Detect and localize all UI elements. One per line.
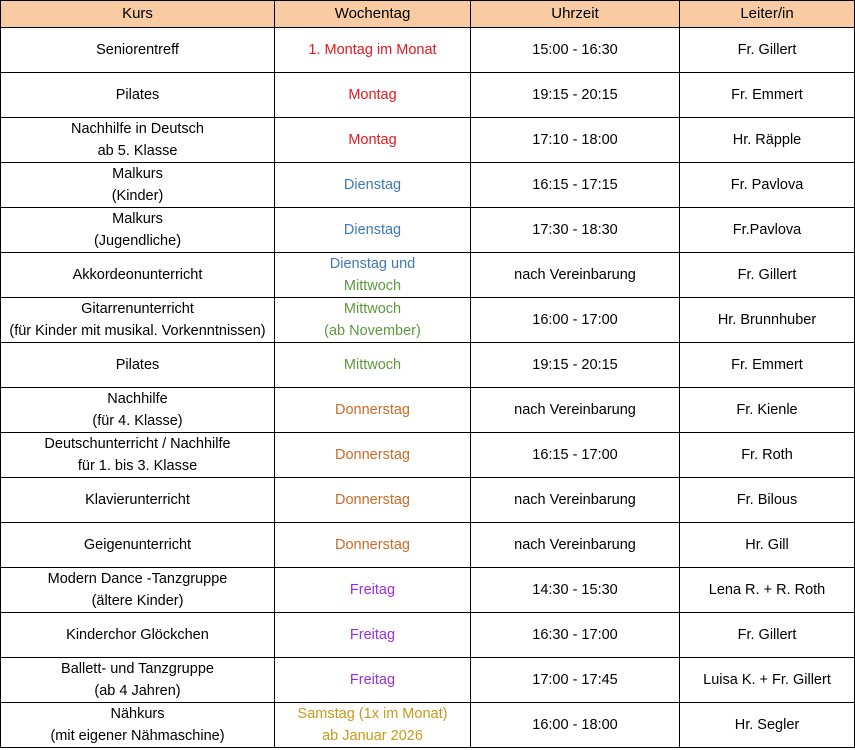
kurs-line: Malkurs (112, 211, 163, 227)
cell-leiter: Hr. Brunnhuber (680, 298, 855, 343)
kurs-line: Malkurs (112, 166, 163, 182)
kurs-line: Pilates (115, 357, 160, 373)
table-row (1, 253, 855, 298)
cell-kurs (1, 73, 275, 118)
kurs-line: (ab 4 Jahren) (94, 683, 181, 699)
table-row (1, 73, 855, 118)
wochentag-line: Dienstag (343, 177, 402, 193)
cell-uhrzeit: 19:15 - 20:15 (471, 343, 680, 388)
cell-leiter: Fr. Kienle (680, 388, 855, 433)
cell-kurs (1, 658, 275, 703)
cell-wochentag (275, 208, 471, 253)
kurs-line: für 1. bis 3. Klasse (77, 458, 198, 474)
cell-wochentag (275, 433, 471, 478)
table-row (1, 478, 855, 523)
wochentag-line: ab Januar 2026 (322, 728, 423, 744)
kurs-line: Nähkurs (110, 706, 165, 722)
table-row (1, 613, 855, 658)
wochentag-line: Donnerstag (335, 402, 410, 418)
kurs-line: Seniorentreff (96, 42, 179, 58)
cell-wochentag (275, 523, 471, 568)
wochentag-line: 1. Montag im Monat (308, 42, 437, 58)
kurs-line: (Jugendliche) (93, 233, 182, 249)
header-leiter: Leiter/in (680, 1, 855, 28)
cell-uhrzeit: 17:30 - 18:30 (471, 208, 680, 253)
cell-uhrzeit: nach Vereinbarung (471, 523, 680, 568)
wochentag-line: Donnerstag (335, 492, 410, 508)
cell-kurs (1, 703, 275, 748)
table-row (1, 298, 855, 343)
table-row (1, 208, 855, 253)
cell-kurs (1, 208, 275, 253)
cell-leiter: Fr. Roth (680, 433, 855, 478)
cell-kurs (1, 343, 275, 388)
cell-kurs (1, 568, 275, 613)
header-row (1, 1, 855, 28)
cell-wochentag (275, 568, 471, 613)
kurs-line: Geigenunterricht (83, 537, 192, 553)
cell-leiter: Lena R. + R. Roth (680, 568, 855, 613)
table-row (1, 118, 855, 163)
cell-uhrzeit: 15:00 - 16:30 (471, 28, 680, 73)
cell-leiter: Fr. Emmert (680, 73, 855, 118)
cell-uhrzeit: nach Vereinbarung (471, 478, 680, 523)
cell-wochentag (275, 73, 471, 118)
kurs-line: (ältere Kinder) (91, 593, 184, 609)
wochentag-line: Montag (348, 132, 397, 148)
cell-kurs (1, 163, 275, 208)
kurs-line: (für 4. Klasse) (92, 413, 183, 429)
cell-wochentag (275, 118, 471, 163)
wochentag-line: Montag (348, 87, 397, 103)
kurs-line: Deutschunterricht / Nachhilfe (44, 436, 231, 452)
cell-leiter: Hr. Gill (680, 523, 855, 568)
cell-wochentag (275, 343, 471, 388)
header-uhrzeit: Uhrzeit (471, 1, 680, 28)
table-row (1, 343, 855, 388)
kurs-line: (Kinder) (111, 188, 164, 204)
kurs-line: (mit eigener Nähmaschine) (50, 728, 225, 744)
table-row (1, 163, 855, 208)
kurs-line: Nachhilfe in Deutsch (71, 121, 204, 137)
wochentag-line: Dienstag (343, 222, 402, 238)
cell-kurs (1, 523, 275, 568)
header-wochentag: Wochentag (275, 1, 471, 28)
cell-leiter: Fr. Emmert (680, 343, 855, 388)
wochentag-line: (ab November) (324, 323, 421, 339)
wochentag-line: Donnerstag (335, 537, 410, 553)
cell-leiter: Fr. Gillert (680, 253, 855, 298)
cell-wochentag (275, 703, 471, 748)
kurs-line: Nachhilfe (107, 391, 168, 407)
table-row (1, 568, 855, 613)
wochentag-line: Mittwoch (343, 357, 402, 373)
cell-leiter: Fr.Pavlova (680, 208, 855, 253)
cell-leiter: Fr. Pavlova (680, 163, 855, 208)
cell-uhrzeit: 16:00 - 18:00 (471, 703, 680, 748)
cell-uhrzeit: 16:30 - 17:00 (471, 613, 680, 658)
kurs-line: Modern Dance -Tanzgruppe (47, 571, 228, 587)
cell-wochentag (275, 28, 471, 73)
cell-wochentag (275, 658, 471, 703)
wochentag-line: Samstag (1x im Monat) (297, 706, 448, 722)
cell-uhrzeit: nach Vereinbarung (471, 253, 680, 298)
table-row (1, 658, 855, 703)
table-row (1, 703, 855, 748)
cell-kurs (1, 478, 275, 523)
cell-leiter: Fr. Gillert (680, 28, 855, 73)
header-kurs: Kurs (1, 1, 275, 28)
wochentag-line: Mittwoch (343, 278, 402, 294)
cell-kurs (1, 28, 275, 73)
kurs-line: Kinderchor Glöckchen (66, 627, 209, 643)
kurs-line: Ballett- und Tanzgruppe (61, 661, 214, 677)
cell-kurs (1, 433, 275, 478)
kurs-line: Akkordeonunterricht (72, 267, 203, 283)
table-row (1, 28, 855, 73)
cell-wochentag (275, 478, 471, 523)
schedule-body (1, 28, 855, 748)
cell-kurs (1, 118, 275, 163)
cell-leiter: Hr. Segler (680, 703, 855, 748)
cell-kurs (1, 253, 275, 298)
kurs-line: Pilates (115, 87, 160, 103)
cell-leiter: Fr. Gillert (680, 613, 855, 658)
cell-kurs (1, 298, 275, 343)
table-row (1, 433, 855, 478)
cell-leiter: Luisa K. + Fr. Gillert (680, 658, 855, 703)
cell-wochentag (275, 388, 471, 433)
wochentag-line: Freitag (349, 627, 396, 643)
cell-wochentag (275, 163, 471, 208)
wochentag-line: Freitag (349, 582, 396, 598)
kurs-line: Klavierunterricht (85, 492, 190, 508)
wochentag-line: Mittwoch (343, 301, 402, 317)
cell-wochentag (275, 298, 471, 343)
cell-uhrzeit: 17:10 - 18:00 (471, 118, 680, 163)
cell-kurs (1, 388, 275, 433)
table-row (1, 388, 855, 433)
cell-uhrzeit: 16:15 - 17:00 (471, 433, 680, 478)
cell-uhrzeit: 17:00 - 17:45 (471, 658, 680, 703)
cell-uhrzeit: 19:15 - 20:15 (471, 73, 680, 118)
cell-uhrzeit: 16:00 - 17:00 (471, 298, 680, 343)
cell-leiter: Fr. Bilous (680, 478, 855, 523)
cell-wochentag (275, 613, 471, 658)
kurs-line: Gitarrenunterricht (81, 301, 194, 317)
wochentag-line: Freitag (349, 672, 396, 688)
wochentag-line: Dienstag und (329, 256, 416, 272)
cell-uhrzeit: 16:15 - 17:15 (471, 163, 680, 208)
cell-wochentag (275, 253, 471, 298)
cell-uhrzeit: 14:30 - 15:30 (471, 568, 680, 613)
kurs-line: (für Kinder mit musikal. Vorkenntnissen) (9, 323, 266, 339)
cell-uhrzeit: nach Vereinbarung (471, 388, 680, 433)
table-row (1, 523, 855, 568)
cell-kurs (1, 613, 275, 658)
wochentag-line: Donnerstag (335, 447, 410, 463)
kurs-line: ab 5. Klasse (97, 143, 178, 159)
cell-leiter: Hr. Räpple (680, 118, 855, 163)
